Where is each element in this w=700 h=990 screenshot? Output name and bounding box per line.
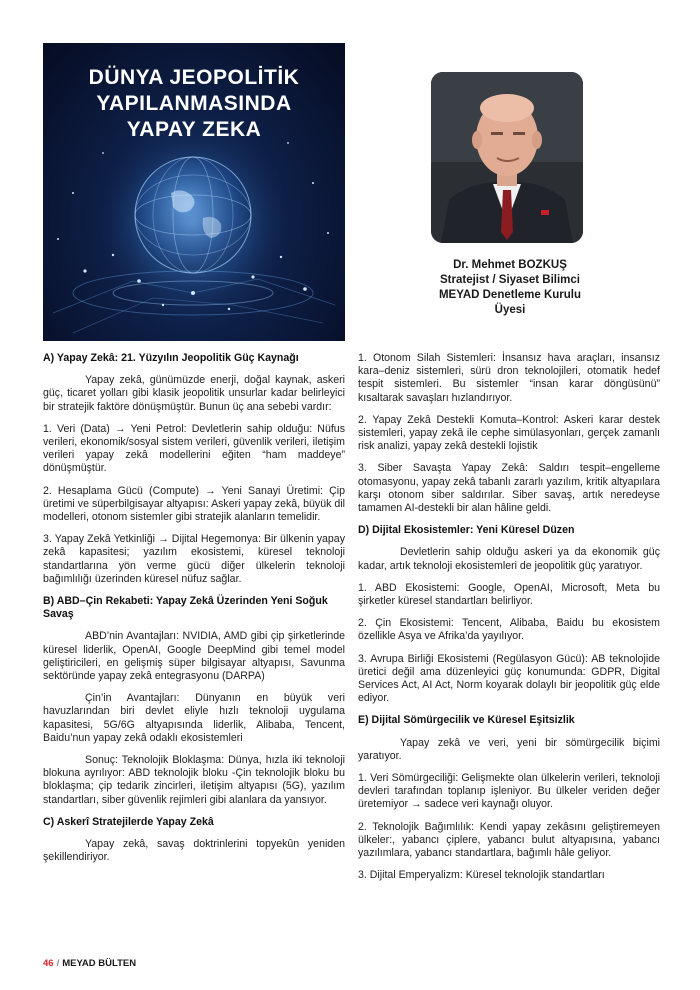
author-name: Dr. Mehmet BOZKUŞ [453, 259, 567, 271]
article-paragraph: 3. Siber Savaşta Yapay Zekâ: Saldırı tespit–engelleme otomasyonu, yapay zekâ tabanlı zararlı yazılım, kritik altyapılara karşı otonom siber saldırılar. Siber savaş, artık neredeyse tamamen AI-destekli bir alan hâline geldi. [358, 462, 660, 515]
cover-image [43, 43, 345, 341]
cover-title-line: DÜNYA JEOPOLİTİK [88, 66, 300, 89]
article-paragraph: 2. Teknolojik Bağımlılık: Kendi yapay zekâsını geliştiremeyen ülkeler:, yabancı çiplere, yabancı bulut altyapısına, yabancı yazılımlara, yabancı standartlara, bağımlı hâle geliyor. [358, 820, 660, 860]
article-column-right [358, 352, 660, 892]
cover-title-line: YAPAY ZEKA [126, 118, 262, 141]
article-paragraph: 2. Yapay Zekâ Destekli Komuta–Kontrol: Askeri karar destek sistemleri, yapay zekâ ile cephe simülasyonları, gerçek zamanlı risk analizi, yapay zekâ destekli lojistik [358, 413, 660, 453]
page-footer [43, 958, 136, 969]
article-paragraph: 3. Dijital Emperyalizm: Küresel teknolojik standartları [358, 869, 605, 882]
article-paragraph: 2. Çin Ekosistemi: Tencent, Alibaba, Baidu bu ekosistem özellikle Asya ve Afrika’da yayılıyor. [358, 617, 660, 643]
page-number: 46 [43, 958, 54, 969]
footer-separator: / [56, 958, 60, 969]
author-caption [410, 258, 610, 318]
author-portrait [431, 72, 583, 243]
article-paragraph: Yapay zekâ, günümüzde enerji, doğal kaynak, askeri güç, ticaret yolları gibi klasik jeopolitik unsurlar kadar belirleyici bir stratejik faktöre dönüşmüştür. Bunun üç ana sebebi vardır: [43, 374, 345, 413]
section-heading: B) ABD–Çin Rekabeti: Yapay Zekâ Üzerinden Yeni Soğuk Savaş [43, 595, 328, 621]
author-role: Stratejist / Siyaset Bilimci [440, 274, 580, 286]
article-paragraph: 1. ABD Ekosistemi: Google, OpenAI, Microsoft, Meta bu şirketler küresel standartları belirliyor. [358, 581, 660, 608]
article-paragraph: 2. Hesaplama Gücü (Compute) → Yeni Sanayi Üretimi: Çip üretimi ve süperbilgisayar altyapısı: Askeri yapay zekâ, büyük dil modelleri, otonom sistemler gibi stratejik alanların temelidir. [43, 484, 345, 524]
article-column-left [43, 352, 345, 874]
author-org: MEYAD Denetleme Kurulu [438, 289, 582, 301]
article-paragraph: 3. Avrupa Birliği Ekosistemi (Regülasyon Gücü): AB teknolojide üretici değil ama düzenleyici güç konumunda: GDPR, Digital Services Act, AI Act, Norm koyarak dolaylı bir jeopolitik güç elde ediyor. [358, 652, 660, 705]
article-paragraph: 3. Yapay Zekâ Yetkinliği → Dijital Hegemonya: Bir ülkenin yapay zekâ kapasitesi; yazılım ekosistemi, küresel teknoloji standartlarına yön verme gücü diğer ülkelerin teknoloji bağımlılığı üzerinden küresel nüfuz sağlar. [43, 533, 345, 585]
article-paragraph: 1. Veri Sömürgeciliği: Gelişmekte olan ülkelerin verileri, teknoloji devleri tarafından toplanıp işleniyor. Bu ülkeler veriden değer üretemiyor → sadece veri kaynağı oluyor. [358, 772, 660, 811]
article-paragraph: Yapay zekâ ve veri, yeni bir sömürgecilik biçimi yaratıyor. [358, 736, 660, 762]
cover-title-line: YAPILANMASINDA [96, 92, 292, 115]
portrait-photo [431, 72, 583, 243]
section-heading: A) Yapay Zekâ: 21. Yüzyılın Jeopolitik Güç Kaynağı [43, 352, 299, 364]
article-paragraph: Sonuç: Teknolojik Bloklaşma: Dünya, hızla iki teknoloji blokuna ayrılıyor: ABD teknolojik bloku -Çin teknolojik bloku bu bloklaşma; çip tedarik zincirleri, iletişim altyapısı (5G), yazılım standartları, siber güvenlik rejimleri gibi alanlara da yansıyor. [43, 754, 345, 806]
author-org: Üyesi [494, 304, 526, 316]
section-heading: C) Askerî Stratejilerde Yapay Zekâ [43, 815, 214, 828]
article-paragraph: Yapay zekâ, savaş doktrinlerini topyekûn yeniden şekillendiriyor. [43, 838, 345, 864]
article-paragraph: Çin’in Avantajları: Dünyanın en büyük veri havuzlarından biri devlet eliyle hızlı teknoloji uygulama kapasitesi, 5G/6G altyapısında liderlik, Alibaba, Tencent, Baidu’nun yapay zekâ odaklı ekosistemleri [43, 692, 345, 744]
article-paragraph: ABD’nin Avantajları: NVIDIA, AMD gibi çip şirketlerinde küresel liderlik, OpenAI, Google DeepMind gibi temel model geliştiricileri, en gelişmiş süper bilgisayar altyapısı, Savunma sektöründe yapay zekâ entegrasyonu (DARPA) [43, 630, 345, 683]
article-paragraph: Devletlerin sahip olduğu askeri ya da ekonomik güç kadar, artık teknoloji ekosistemleri de jeopolitik güç yaratıyor. [358, 546, 660, 572]
section-heading: E) Dijital Sömürgecilik ve Küresel Eşitsizlik [358, 714, 575, 727]
article-paragraph: 1. Veri (Data) → Yeni Petrol: Devletlerin sahip olduğu: Nüfus verileri, ekonomik/sosyal sistem verileri, güvenlik verileri, iletişim verileri yapay zekâ modellerini eğiten “ham maddeye” dönüşmüştür. [43, 422, 345, 475]
publication-name: MEYAD BÜLTEN [62, 958, 137, 969]
article-paragraph: 1. Otonom Silah Sistemleri: İnsansız hava araçları, insansız kara–deniz sistemleri, sürü dron teknolojileri, otomatik hedef tespit sistemleri. Bu sistemler “insan karar döngüsünü” kısaltarak savaşları hızlandırıyor. [358, 352, 660, 404]
cover-title [43, 65, 345, 143]
section-heading: D) Dijital Ekosistemler: Yeni Küresel Düzen [358, 524, 575, 537]
